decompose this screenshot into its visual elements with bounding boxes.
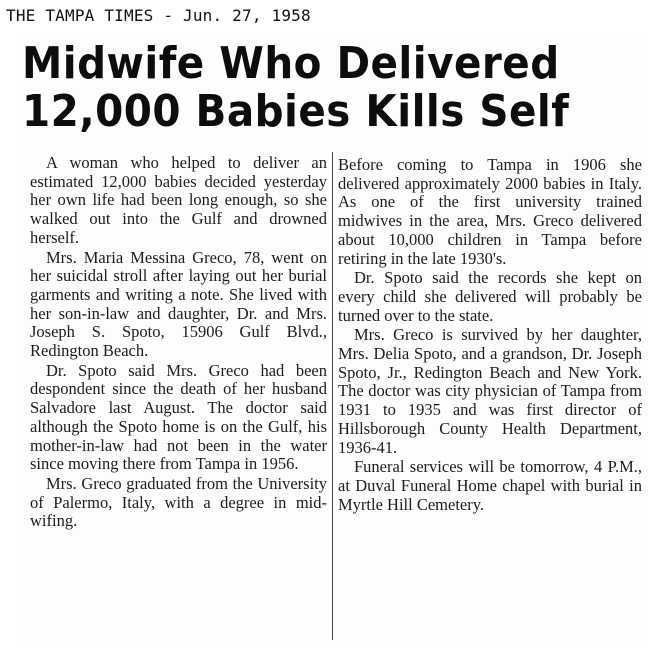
article-column-right: [338, 156, 642, 514]
article-column-left: [30, 154, 327, 531]
article-paragraph: Funeral services will be tomorrow, 4 P.M., at Duval Funeral Home chapel with burial in Myrtle Hill Cemetery.: [338, 457, 642, 514]
article-paragraph: Before coming to Tampa in 1906 she delivered approximately 2000 babies in Italy. As one of the first university trained midwives in the area, Mrs. Greco delivered about 10,000 children in Tampa before retiring in the late 1930's.: [338, 155, 642, 268]
masthead: THE TAMPA TIMES - Jun. 27, 1958: [6, 6, 311, 25]
article-paragraph: Mrs. Greco graduated from the University of Palermo, Italy, with a degree in mid-wifing.: [30, 473, 327, 531]
article-paragraph: A woman who helped to deliver an estimated 12,000 babies decided yesterday her own life had been long enough, so she walked out into the Gulf and drowned herself.: [30, 153, 327, 247]
article-paragraph: Dr. Spoto said Mrs. Greco had been despondent since the death of her husband Salvadore last August. The doctor said although the Spoto home is on the Gulf, his mother-in-law had not been in the water since moving there from Tampa in 1956.: [30, 360, 327, 474]
headline-line-2: 12,000 Babies Kills Self: [22, 86, 570, 137]
headline-line-1: Midwife Who Delivered: [22, 38, 560, 89]
article-paragraph: Mrs. Maria Messina Greco, 78, went on her suicidal stroll after laying out her burial garments and writing a note. She lived with her son-in-law and daughter, Dr. and Mrs. Joseph S. Spoto, 15906 Gulf Blvd., Redington Beach.: [30, 247, 327, 361]
headline: [22, 40, 583, 136]
column-divider: [332, 152, 333, 640]
article-paragraph: Dr. Spoto said the records she kept on every child she delivered will probably be turned over to the state.: [338, 268, 642, 325]
article-paragraph: Mrs. Greco is survived by her daughter, Mrs. Delia Spoto, and a grandson, Dr. Joseph Spoto, Jr., Redington Beach and New York. The doctor was city physician of Tampa from 1931 to 1935 and was first director of Hillsborough County Health Department, 1936-41.: [338, 325, 642, 457]
